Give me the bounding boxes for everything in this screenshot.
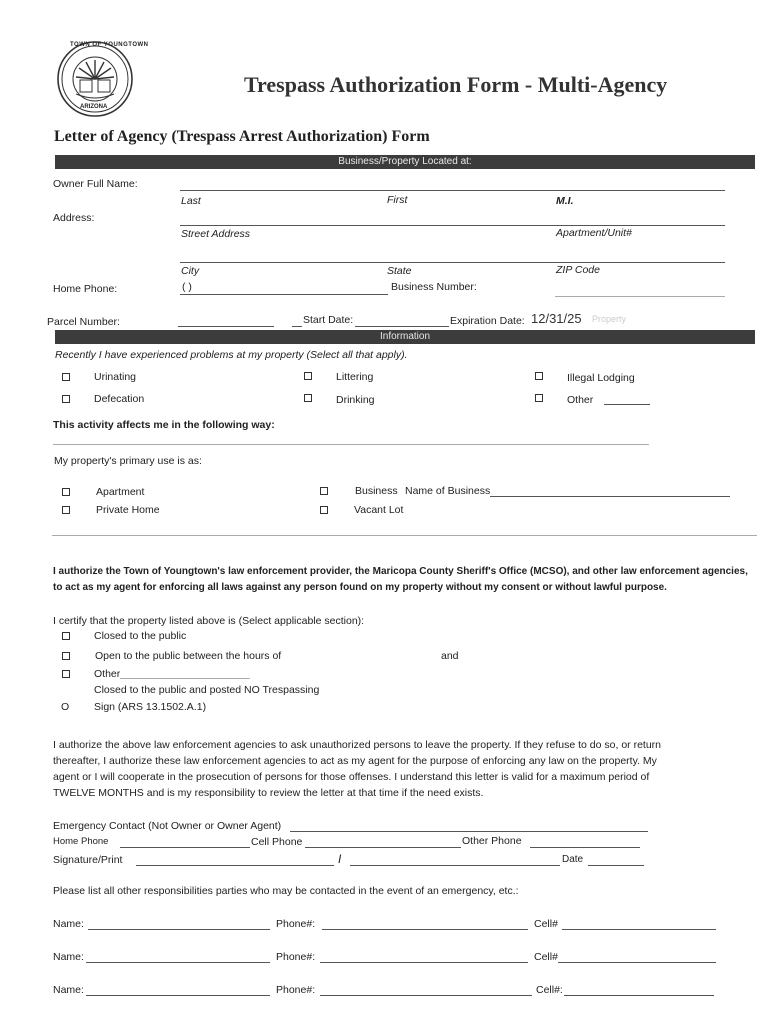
owner-first-label: First (387, 194, 408, 206)
date-field[interactable] (588, 865, 644, 866)
problems-intro: Recently I have experienced problems at my property (Select all that apply). (55, 349, 408, 361)
contact-2-name-label: Name: (53, 951, 84, 963)
contact-2-phone-field[interactable] (320, 962, 528, 963)
drinking-label: Drinking (336, 394, 375, 406)
seal-top-text: TOWN OF YOUNGTOWN (70, 42, 149, 48)
owner-name-field[interactable] (180, 190, 725, 191)
contact-3-phone-label: Phone#: (276, 984, 316, 996)
emergency-cell-phone-field[interactable] (305, 847, 461, 848)
open-between-label: Open to the public between the hours of (95, 650, 282, 662)
contact-3-name-label: Name: (53, 984, 84, 996)
town-seal (56, 40, 149, 118)
signature-print-label: Signature/Print (53, 854, 123, 866)
signature-field[interactable] (136, 865, 334, 866)
private-home-label: Private Home (96, 504, 160, 516)
seal-bottom-text: ARIZONA (80, 104, 108, 110)
certify-intro: I certify that the property listed above is (Select applicable section): (53, 615, 365, 627)
contact-2-cell-label: Cell# (534, 951, 558, 963)
parcel-number-field[interactable] (178, 326, 274, 327)
posted-no-trespassing-label: Closed to the public and posted NO Trespassing (94, 684, 320, 696)
authorize-ask-line-1: I authorize the above law enforcement agencies to ask unauthorized persons to leave the property. If they refuse to do so, or return (53, 739, 661, 751)
other-certify-field[interactable] (120, 678, 250, 679)
emergency-cell-phone-label: Cell Phone (251, 836, 303, 848)
expiration-date-value[interactable]: 12/31/25 (531, 311, 582, 326)
defecation-label: Defecation (94, 393, 145, 405)
zip-code-label: ZIP Code (556, 264, 600, 276)
contact-2-name-field[interactable] (86, 962, 270, 963)
street-address-field[interactable] (180, 225, 725, 226)
sign-ars-label: Sign (ARS 13.1502.A.1) (94, 701, 207, 713)
emergency-contact-field[interactable] (290, 831, 648, 832)
contact-3-name-field[interactable] (86, 995, 270, 996)
business-number-label: Business Number: (391, 281, 477, 293)
business-checkbox[interactable] (320, 487, 328, 495)
drinking-checkbox[interactable] (304, 394, 312, 402)
closed-to-public-checkbox[interactable] (62, 632, 70, 640)
owner-last-label: Last (181, 195, 201, 207)
defecation-checkbox[interactable] (62, 395, 70, 403)
other-certify-label: Other (94, 668, 121, 680)
activity-affects-label: This activity affects me in the following way: (53, 419, 275, 431)
start-date-lead (292, 326, 302, 327)
contact-3-phone-field[interactable] (320, 995, 532, 996)
apartment-unit-label: Apartment/Unit# (556, 227, 632, 239)
contact-1-cell-field[interactable] (562, 929, 716, 930)
contact-2-cell-field[interactable] (558, 962, 716, 963)
activity-affects-field[interactable] (53, 444, 649, 445)
emergency-home-phone-label: Home Phone (53, 836, 109, 847)
section-bar-information: Information (55, 330, 755, 344)
form-title: Trespass Authorization Form - Multi-Agency (244, 72, 668, 97)
urinating-checkbox[interactable] (62, 373, 70, 381)
authorize-ask-line-4: TWELVE MONTHS and is my responsibility to review the letter at that time if the need exists. (53, 787, 484, 799)
owner-mi-label: M.I. (556, 195, 574, 207)
other-problem-label: Other (567, 394, 594, 406)
owner-name-label: Owner Full Name: (53, 178, 138, 190)
city-label: City (181, 265, 200, 277)
home-phone-label: Home Phone: (53, 283, 118, 295)
contact-1-phone-field[interactable] (322, 929, 528, 930)
emergency-home-phone-field[interactable] (120, 847, 250, 848)
illegal-lodging-checkbox[interactable] (535, 372, 543, 380)
contact-1-phone-label: Phone#: (276, 918, 316, 930)
signature-slash: I (338, 852, 342, 866)
business-number-field[interactable] (555, 296, 725, 297)
vacant-lot-label: Vacant Lot (354, 504, 404, 516)
sign-radio-marker[interactable]: O (61, 701, 70, 713)
start-date-field[interactable] (355, 326, 449, 327)
contact-3-cell-field[interactable] (564, 995, 714, 996)
contact-1-cell-label: Cell# (534, 918, 558, 930)
apartment-checkbox[interactable] (62, 488, 70, 496)
private-home-checkbox[interactable] (62, 506, 70, 514)
vacant-lot-checkbox[interactable] (320, 506, 328, 514)
address-label: Address: (53, 212, 95, 224)
other-problem-field[interactable] (604, 404, 650, 405)
contact-3-cell-label: Cell#: (536, 984, 563, 996)
home-phone-field[interactable] (180, 294, 388, 295)
home-phone-paren: ( ) (182, 281, 192, 293)
closed-to-public-label: Closed to the public (94, 630, 187, 642)
illegal-lodging-label: Illegal Lodging (567, 372, 635, 384)
authorize-ask-line-2: thereafter, I authorize these law enforcement agencies to act as my agent for the purpose of enforcing any law on the property. My (53, 755, 657, 767)
section-divider (52, 535, 757, 536)
emergency-other-phone-label: Other Phone (462, 835, 522, 847)
list-others-label: Please list all other responsibilities parties who may be contacted in the event of an emergency, etc.: (53, 885, 519, 897)
apartment-label: Apartment (96, 486, 145, 498)
contact-2-phone-label: Phone#: (276, 951, 316, 963)
name-of-business-field[interactable] (490, 496, 730, 497)
form-subtitle: Letter of Agency (Trespass Arrest Authorization) Form (54, 128, 430, 145)
emergency-other-phone-field[interactable] (530, 847, 640, 848)
section-bar-business-location: Business/Property Located at: (55, 155, 755, 169)
other-certify-checkbox[interactable] (62, 670, 70, 678)
business-label: Business (355, 485, 398, 497)
name-of-business-label: Name of Business (405, 485, 491, 497)
print-name-field[interactable] (350, 865, 560, 866)
open-hours-and-label: and (441, 650, 459, 662)
contact-1-name-field[interactable] (88, 929, 270, 930)
littering-label: Littering (336, 371, 374, 383)
street-address-label: Street Address (181, 228, 251, 240)
primary-use-label: My property's primary use is as: (54, 455, 202, 467)
emergency-contact-label: Emergency Contact (Not Owner or Owner Agent) (53, 820, 282, 832)
littering-checkbox[interactable] (304, 372, 312, 380)
expiration-date-label: Expiration Date: (450, 315, 525, 327)
open-between-checkbox[interactable] (62, 652, 70, 660)
urinating-label: Urinating (94, 371, 137, 383)
authorize-ask-line-3: agent or I will cooperate in the prosecution of persons for those offenses. I understand this letter is valid for a maximum period of (53, 771, 650, 783)
faded-property-text: Property (592, 314, 627, 324)
contact-1-name-label: Name: (53, 918, 84, 930)
parcel-number-label: Parcel Number: (47, 316, 120, 328)
other-problem-checkbox[interactable] (535, 394, 543, 402)
state-label: State (387, 265, 412, 277)
date-label: Date (562, 854, 584, 865)
start-date-label: Start Date: (303, 314, 354, 326)
city-state-zip-field[interactable] (180, 262, 725, 263)
authorize-paragraph: I authorize the Town of Youngtown's law enforcement provider, the Maricopa County Sheriff's Office (MCSO), and other law enforcement agencies, to act as my agent for enforcing all laws against any person found on my property without my consent or without lawful purpose. (53, 566, 748, 593)
